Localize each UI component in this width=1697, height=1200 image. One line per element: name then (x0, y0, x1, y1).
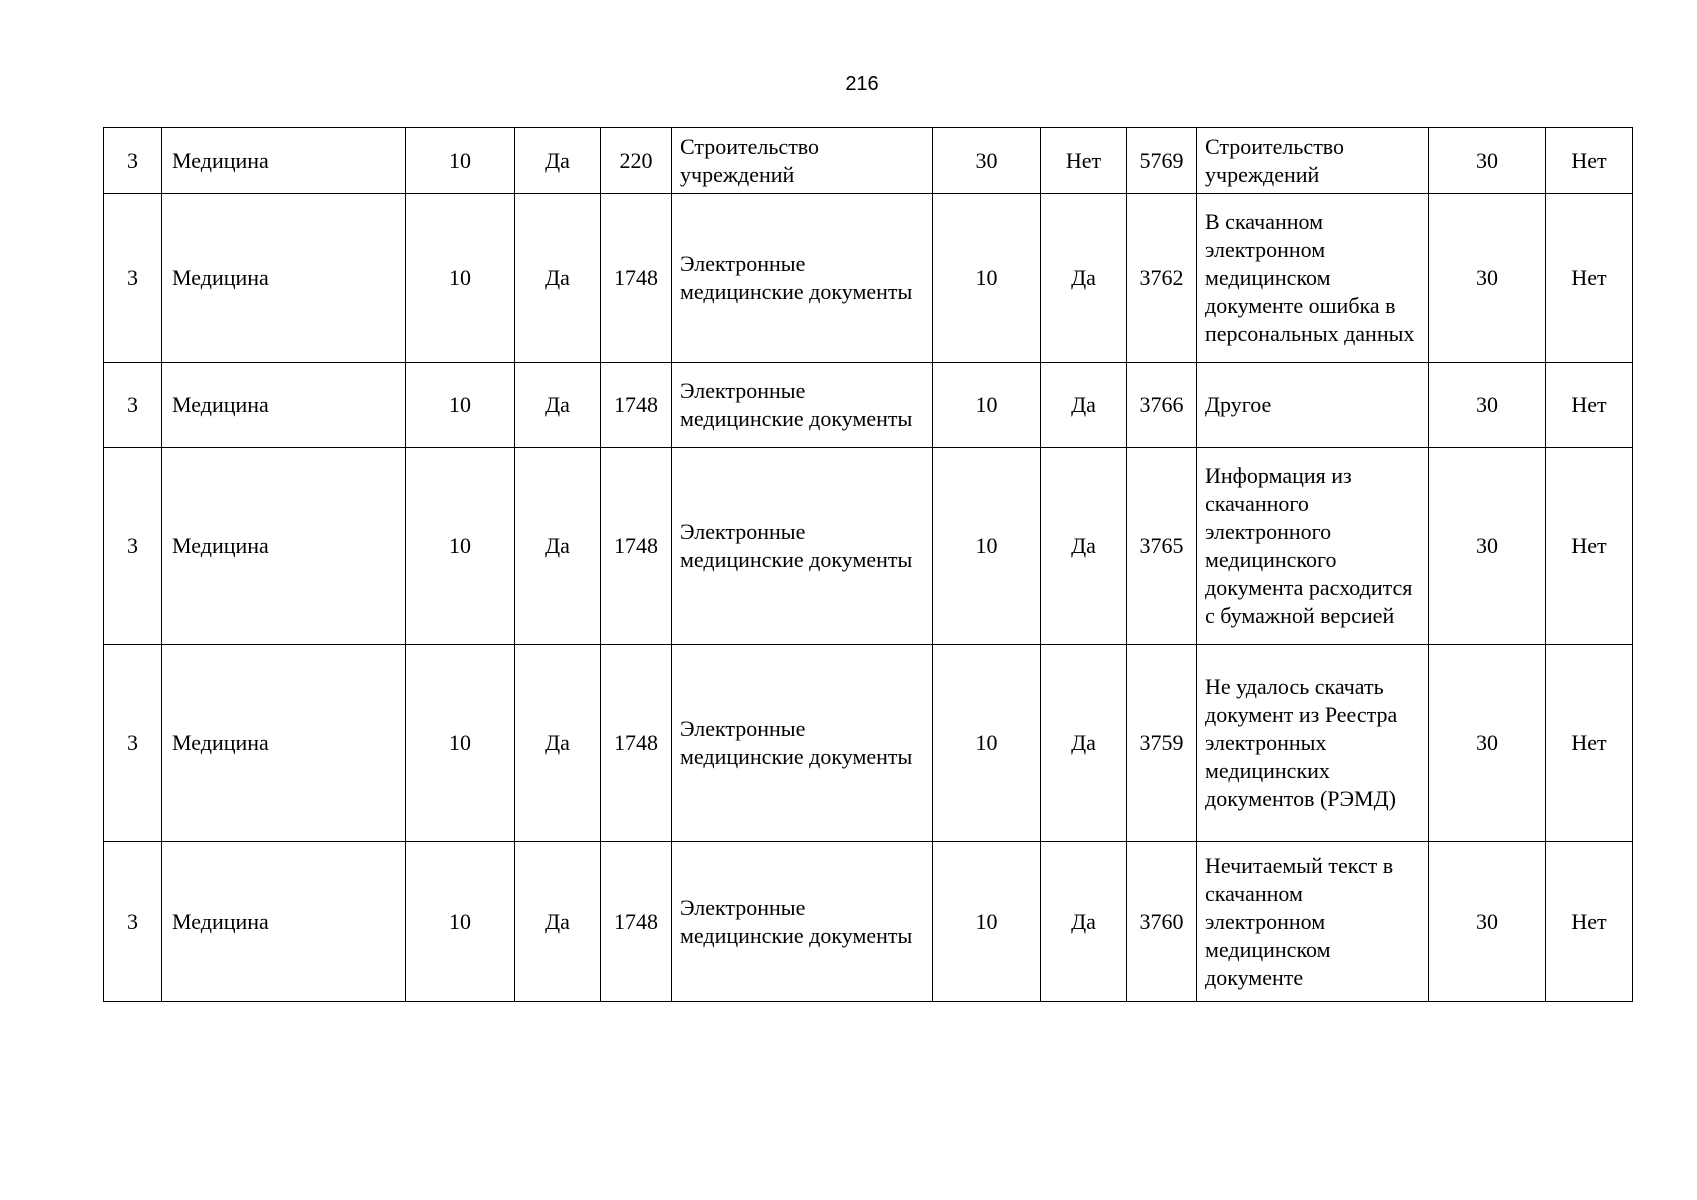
subcategory-days-cell: 30 (1429, 194, 1546, 363)
section-flag-cell: Да (515, 448, 601, 645)
section-days-cell: 10 (406, 363, 515, 448)
section-days-cell: 10 (406, 128, 515, 194)
subcategory-name-cell: Не удалось скачать документ из Реестра электронных медицинских документов (РЭМД) (1197, 645, 1429, 842)
section-days-cell: 10 (406, 448, 515, 645)
section-days-cell: 10 (406, 842, 515, 1002)
subcategory-days-cell: 30 (1429, 363, 1546, 448)
category-name-cell: Электронные медицинские документы (672, 842, 933, 1002)
subcategory-flag-cell: Нет (1546, 128, 1633, 194)
section-code-cell: 3 (104, 363, 162, 448)
subcategory-days-cell: 30 (1429, 645, 1546, 842)
table-row (104, 842, 1633, 1002)
subcategory-flag-cell: Нет (1546, 448, 1633, 645)
category-days-cell: 10 (933, 645, 1041, 842)
section-code-cell: 3 (104, 448, 162, 645)
category-name-cell: Электронные медицинские документы (672, 645, 933, 842)
table-row (104, 128, 1633, 194)
subcategory-flag-cell: Нет (1546, 645, 1633, 842)
category-flag-cell: Да (1041, 842, 1127, 1002)
subcategory-name-cell: В скачанном электронном медицинском документе ошибка в персональных данных (1197, 194, 1429, 363)
category-days-cell: 10 (933, 194, 1041, 363)
subcategory-name-cell: Нечитаемый текст в скачанном электронном медицинском документе (1197, 842, 1429, 1002)
category-days-cell: 30 (933, 128, 1041, 194)
category-code-cell: 220 (601, 128, 672, 194)
category-flag-cell: Да (1041, 645, 1127, 842)
section-days-cell: 10 (406, 194, 515, 363)
section-name-cell: Медицина (162, 128, 406, 194)
section-code-cell: 3 (104, 645, 162, 842)
category-flag-cell: Да (1041, 448, 1127, 645)
subcategory-days-cell: 30 (1429, 842, 1546, 1002)
document-table (103, 127, 1633, 1002)
subcategory-code-cell: 3762 (1127, 194, 1197, 363)
section-name-cell: Медицина (162, 842, 406, 1002)
section-flag-cell: Да (515, 128, 601, 194)
category-flag-cell: Нет (1041, 128, 1127, 194)
subcategory-flag-cell: Нет (1546, 842, 1633, 1002)
category-code-cell: 1748 (601, 448, 672, 645)
category-code-cell: 1748 (601, 842, 672, 1002)
section-flag-cell: Да (515, 363, 601, 448)
section-flag-cell: Да (515, 842, 601, 1002)
subcategory-days-cell: 30 (1429, 128, 1546, 194)
category-code-cell: 1748 (601, 645, 672, 842)
subcategory-flag-cell: Нет (1546, 363, 1633, 448)
subcategory-name-cell: Другое (1197, 363, 1429, 448)
category-flag-cell: Да (1041, 194, 1127, 363)
section-name-cell: Медицина (162, 448, 406, 645)
section-code-cell: 3 (104, 842, 162, 1002)
page-number: 216 (845, 73, 879, 95)
section-flag-cell: Да (515, 645, 601, 842)
category-code-cell: 1748 (601, 194, 672, 363)
section-flag-cell: Да (515, 194, 601, 363)
subcategory-flag-cell: Нет (1546, 194, 1633, 363)
table-row (104, 363, 1633, 448)
subcategory-code-cell: 3760 (1127, 842, 1197, 1002)
subcategory-code-cell: 3759 (1127, 645, 1197, 842)
section-name-cell: Медицина (162, 363, 406, 448)
category-days-cell: 10 (933, 842, 1041, 1002)
category-code-cell: 1748 (601, 363, 672, 448)
category-name-cell: Строительство учреждений (672, 128, 933, 194)
section-name-cell: Медицина (162, 645, 406, 842)
table-row (104, 448, 1633, 645)
table-row (104, 645, 1633, 842)
subcategory-name-cell: Информация из скачанного электронного медицинского документа расходится с бумажной версией (1197, 448, 1429, 645)
category-name-cell: Электронные медицинские документы (672, 194, 933, 363)
category-name-cell: Электронные медицинские документы (672, 363, 933, 448)
category-days-cell: 10 (933, 448, 1041, 645)
subcategory-code-cell: 5769 (1127, 128, 1197, 194)
category-flag-cell: Да (1041, 363, 1127, 448)
section-code-cell: 3 (104, 194, 162, 363)
section-code-cell: 3 (104, 128, 162, 194)
category-days-cell: 10 (933, 363, 1041, 448)
subcategory-name-cell: Строительство учреждений (1197, 128, 1429, 194)
table-row (104, 194, 1633, 363)
subcategory-days-cell: 30 (1429, 448, 1546, 645)
subcategory-code-cell: 3765 (1127, 448, 1197, 645)
subcategory-code-cell: 3766 (1127, 363, 1197, 448)
section-name-cell: Медицина (162, 194, 406, 363)
section-days-cell: 10 (406, 645, 515, 842)
category-name-cell: Электронные медицинские документы (672, 448, 933, 645)
